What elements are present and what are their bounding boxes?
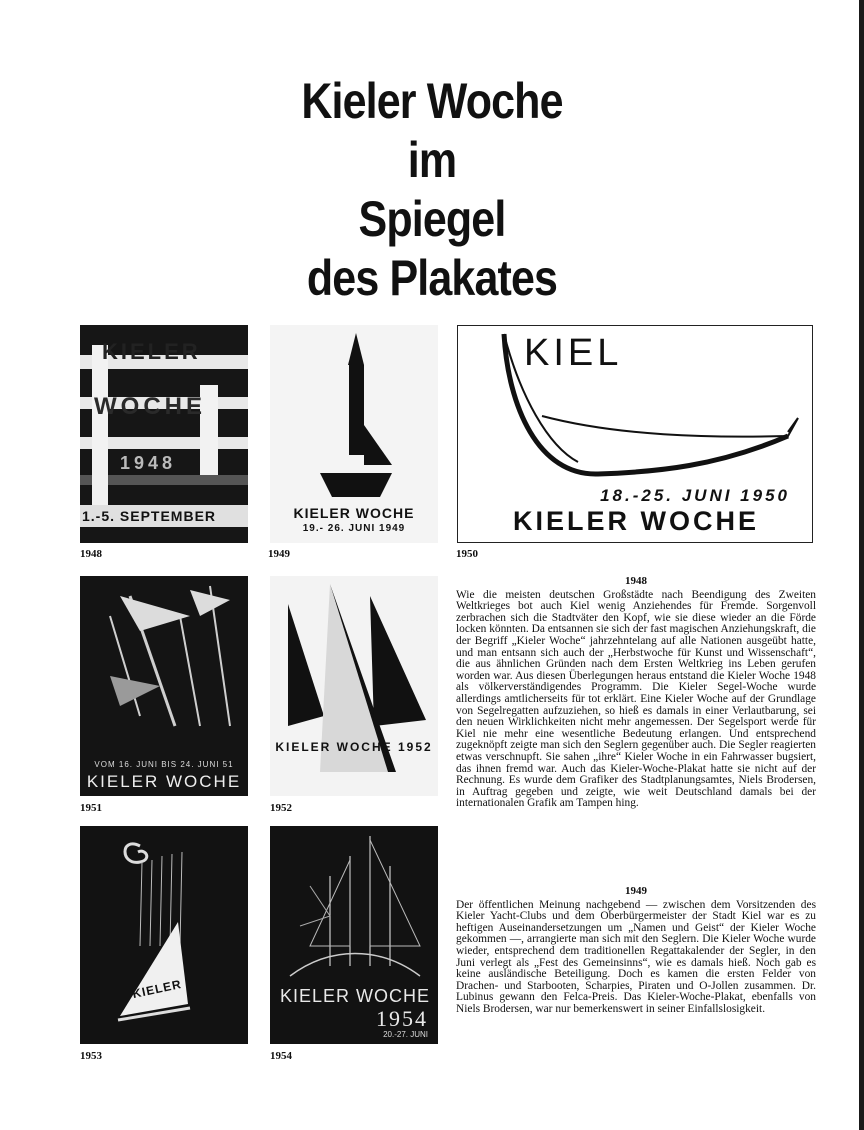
poster-year: 1954 [270, 1050, 292, 1062]
poster-year: 1953 [80, 1050, 102, 1062]
poster-1948-line: 1948 [120, 453, 177, 473]
article-heading: 1949 [625, 885, 647, 897]
article-heading: 1948 [625, 575, 647, 587]
poster-1950 [457, 325, 813, 543]
poster-1952 [270, 576, 438, 796]
poster-1948-line: WOCHE [94, 393, 206, 420]
poster-1951-line: KIELER WOCHE [86, 772, 242, 791]
poster-1954-line: KIELER WOCHE [280, 986, 431, 1006]
poster-year: 1951 [80, 802, 102, 814]
poster-1950-line: KIELER WOCHE [512, 506, 759, 536]
title-line: Spiegel [358, 191, 506, 247]
poster-year: 1952 [270, 802, 292, 814]
poster-year: 1948 [80, 548, 102, 560]
article-1948 [456, 576, 816, 810]
poster-1949-line: KIELER WOCHE [293, 505, 415, 521]
article-body: Der öffentlichen Meinung nachgebend — zwischen dem Vorsitzenden des Kieler Yacht-Clubs und dem Oberbürgermeister der Stadt Kiel war es zu heftigen Auseinandersetzungen um „Namen und Geist“ der Kieler Woche gekommen —, arrangierte man sich mit den Seglern. Die Kieler Woche wurde wieder, entsprechend dem traditionellen Regattakalender der Segler, in den Juni verlegt als „Fest des Gemeinsinns“, wie es damals hieß. Noch gab es keine ausländische Beteiligung. Doch es kamen die ersten Felder von Drachen- und Starbooten, Scharpies, Piraten und O-Jollen zusammen. Dr. Lubinus gewann den Felca-Preis. Das Kieler-Woche-Plakat, ebenfalls von Niels Brodersen, war nur bemerkenswert in seiner Einfallslosigkeit. [456, 898, 816, 1015]
poster-1951 [80, 576, 248, 796]
poster-1948-line: 1.-5. SEPTEMBER [82, 508, 217, 524]
title-line: Kieler Woche [301, 73, 563, 129]
poster-1953-line: KIELER [131, 976, 183, 1002]
poster-1954 [270, 826, 438, 1044]
poster-year: 1949 [268, 548, 290, 560]
poster-1951-line: VOM 16. JUNI BIS 24. JUNI 51 [94, 760, 234, 769]
page-title [60, 72, 803, 308]
poster-1954-line: 20.-27. JUNI [383, 1030, 428, 1039]
poster-1954-line: 1954 [376, 1006, 428, 1031]
poster-1952-line: KIELER WOCHE 1952 [275, 740, 433, 754]
poster-1948-line: KIELER [102, 339, 201, 364]
poster-year: 1950 [456, 548, 478, 560]
poster-1950-line: 18.-25. JUNI 1950 [600, 486, 790, 505]
poster-1949-line: 19.- 26. JUNI 1949 [302, 523, 406, 534]
poster-1953 [80, 826, 248, 1044]
title-line: im [407, 132, 457, 188]
poster-1950-line: KIEL [524, 332, 623, 374]
article-1949 [456, 886, 816, 1016]
title-line: des Plakates [306, 250, 558, 306]
poster-1952-graphic [270, 576, 438, 796]
poster-1948 [80, 325, 248, 543]
poster-1953-graphic [80, 826, 248, 1044]
scan-edge [859, 0, 864, 1130]
article-body: Wie die meisten deutschen Großstädte nach Beendigung des Zweiten Weltkrieges bot auch Kiel wenig Anziehendes für Fremde. Sorgenvoll zerbrachen sich die Stadtväter den Kopf, wie sie diese wieder an die Förde locken könnten. Da entsannen sie sich der fast magischen Anziehungskraft, die der Begriff „Kieler Woche“ jahrzehntelang auf alle Nationen ausgeübt hatte, und man entsann sich auch der „Herbstwoche für Kunst und Wissenschaft“, die aus ähnlichen Gründen nach dem Ersten Weltkrieg ins Leben gerufen worden war. Aus diesen Überlegungen heraus entstand die Kieler Woche 1948 als völkerverständigendes Programm. Die Kieler Segel-Woche wurde allerdings amtlicherseits für tot erklärt. Eine Kieler Woche auf der Grundlage von Segelregatten aufzuziehen, so hieß es damals in einer Verlautbarung, sei den neuen Wirklichkeiten nicht mehr angemessen. Der Segelsport werde für Kiel nie mehr eine wesentliche Bedeutung erlangen. Und entsprechend zugeknöpft zeigte man sich den Seglern gegenüber auch. Die Segler reagierten etwas verschnupft. Sie sahen „ihre“ Kieler Woche in ein Fahrwasser bugsiert, das ihnen fremd war. Auch das Kieler-Woche-Plakat hatte sie nicht auf der Rechnung. Es wurde dem Grafiker des Stadtplanungsamtes, Niels Brodersen, in Auftrag gegeben und zeigte, wie weit Deutschland damals bei der internationalen Grafik am Tampen hing. [456, 588, 816, 810]
poster-1949 [270, 325, 438, 543]
